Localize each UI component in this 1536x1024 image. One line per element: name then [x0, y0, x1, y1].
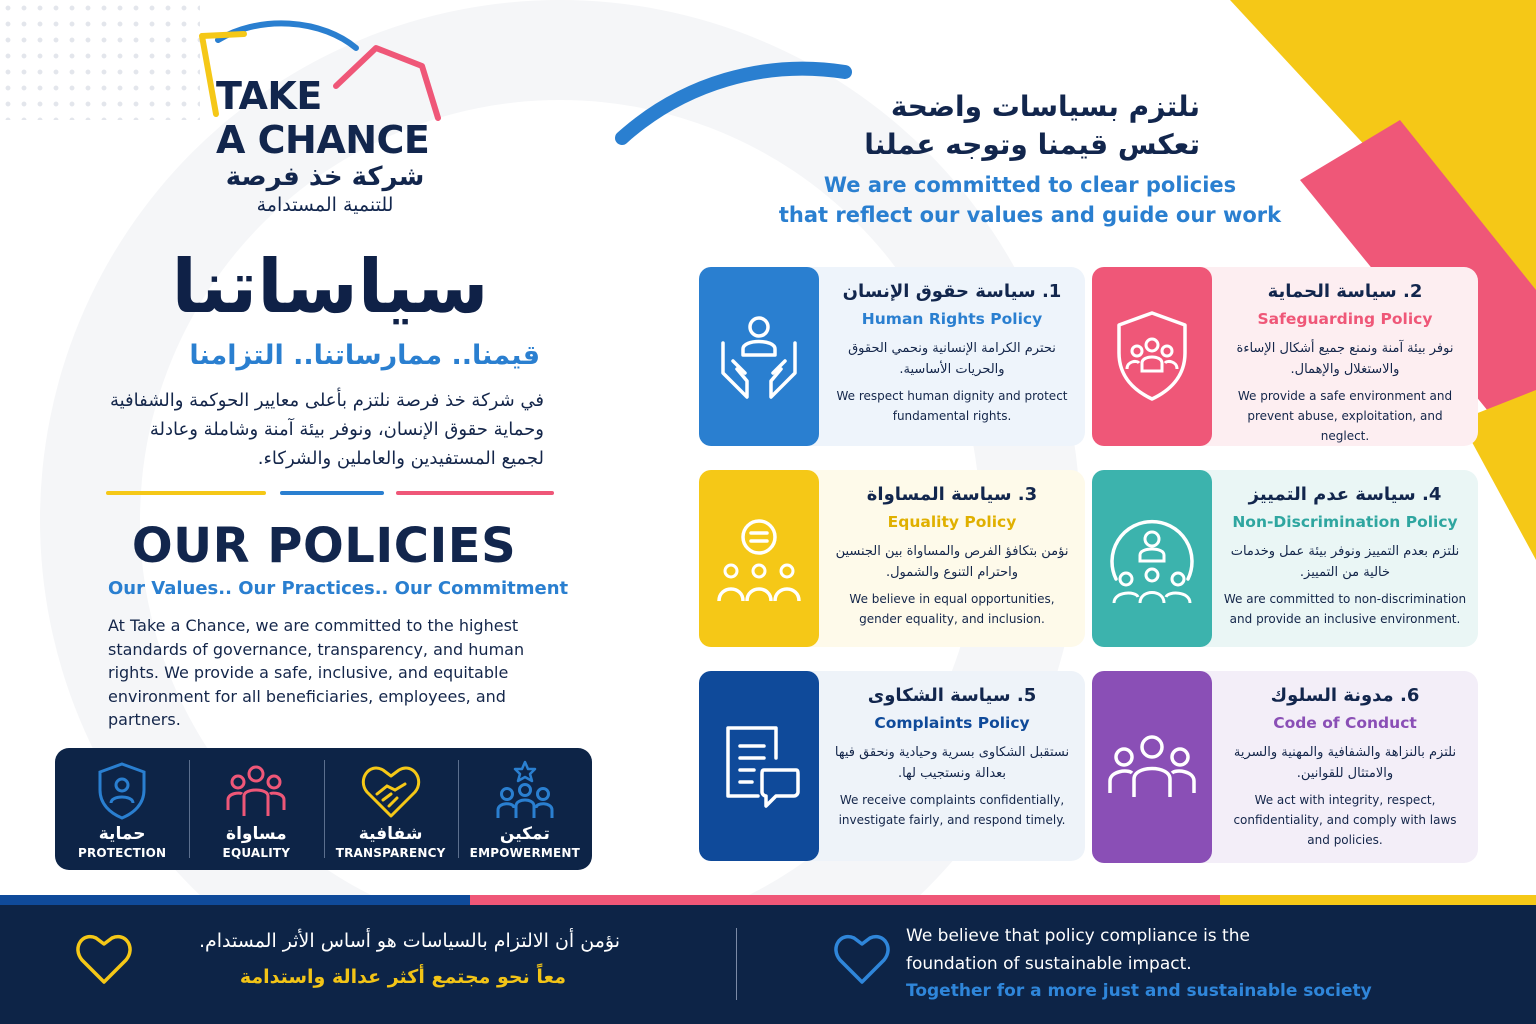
policy-title-en: Equality Policy	[887, 513, 1017, 531]
values-strip	[55, 748, 592, 870]
policy-desc-en: We provide a safe environment and prevent abuse, exploitation, and neglect.	[1237, 389, 1453, 443]
people-group-icon	[1104, 717, 1200, 817]
policy-card-body	[819, 267, 1085, 446]
value-label-ar: حماية	[98, 824, 146, 844]
value-empowerment	[458, 748, 592, 870]
heart-icon	[74, 932, 134, 986]
policy-icon-tile	[1092, 470, 1212, 647]
value-label-ar: تمكين	[499, 824, 550, 844]
policy-title-en: Code of Conduct	[1273, 714, 1417, 732]
divider-yellow	[106, 491, 266, 495]
policy-card-body	[1212, 470, 1478, 647]
footer-slogan-ar: معاً نحو مجتمع أكثر عدالة واستدامة	[239, 966, 566, 988]
heart-handshake-icon	[359, 760, 423, 822]
value-equality	[189, 748, 323, 870]
policy-title-ar: 6. مدونة السلوك	[1270, 685, 1420, 706]
policy-card-body	[819, 671, 1085, 861]
value-protection	[55, 748, 189, 870]
heart-icon	[832, 932, 892, 986]
policy-card-body	[819, 470, 1085, 647]
logo-text-en: TAKE A CHANCE	[216, 74, 430, 162]
policy-icon-tile	[1092, 267, 1212, 446]
footer-stripe-yellow	[1220, 895, 1536, 905]
policy-title-en: Human Rights Policy	[861, 310, 1043, 328]
policy-desc-ar: نوفر بيئة آمنة ونمنع جميع أشكال الإساءة والاستغلال والإهمال.	[1236, 341, 1454, 377]
footer-stripe-blue	[0, 895, 470, 905]
policy-title-ar: 2. سياسة الحماية	[1267, 281, 1423, 302]
policy-desc-ar: نحترم الكرامة الإنسانية ونحمي الحقوق والحريات الأساسية.	[848, 341, 1056, 377]
shield-person-icon	[92, 760, 152, 822]
policy-card-equality	[699, 470, 1085, 647]
policy-card-complaints	[699, 671, 1085, 861]
equal-people-icon	[713, 509, 805, 609]
policy-icon-tile	[699, 671, 819, 861]
page-subtitle: Our Values.. Our Practices.. Our Commitment	[108, 578, 569, 599]
policy-title-en: Non-Discrimination Policy	[1232, 513, 1458, 531]
divider-pink	[396, 491, 554, 495]
policy-title-ar: 1. سياسة حقوق الإنسان	[842, 281, 1062, 302]
policy-card-non-discrimination	[1092, 470, 1478, 647]
policy-desc-en: We act with integrity, respect, confidentiality, and comply with laws and policies.	[1233, 793, 1457, 847]
policy-card-human-rights	[699, 267, 1085, 446]
footer-stripe-pink	[470, 895, 1220, 905]
arabic-intro-paragraph: في شركة خذ فرصة نلتزم بأعلى معايير الحوكمة والشفافية وحماية حقوق الإنسان، ونوفر بيئة آمنة وشاملة وعادلة لجميع المستفيدين والعاملين والشركاء.	[109, 390, 544, 469]
policy-title-en: Complaints Policy	[874, 714, 1030, 732]
policy-card-body	[1212, 671, 1478, 863]
value-label-en: EQUALITY	[222, 846, 291, 860]
policy-desc-ar: نؤمن بتكافؤ الفرص والمساواة بين الجنسين واحترام التنوع والشمول.	[835, 544, 1069, 580]
policy-desc-en: We believe in equal opportunities, gender equality, and inclusion.	[849, 592, 1055, 626]
policy-desc-ar: نلتزم بعدم التمييز ونوفر بيئة عمل وخدمات خالية من التمييز.	[1230, 544, 1460, 580]
logo-tagline-ar: للتنمية المستدامة	[256, 194, 394, 216]
policies-heading-en: We are committed to clear policies that reflect our values and guide our work	[778, 173, 1282, 227]
value-label-ar: مساواة	[226, 824, 287, 844]
value-label-en: PROTECTION	[77, 846, 167, 860]
policy-title-ar: 5. سياسة الشكاوى	[867, 685, 1037, 706]
arabic-page-title: سياساتنا	[171, 244, 489, 330]
footer-statement-ar: نؤمن أن الالتزام بالسياسات هو أساس الأثر المستدام.	[198, 930, 620, 952]
people-group-icon	[224, 760, 288, 822]
policy-card-body	[1212, 267, 1478, 446]
policy-desc-en: We respect human dignity and protect fundamental rights.	[836, 389, 1068, 423]
policy-desc-ar: نلتزم بالنزاهة والشفافية والمهنية والسرية والامتثال للقوانين.	[1233, 745, 1457, 781]
logo	[196, 14, 456, 214]
arabic-subtitle: قيمنا.. ممارساتنا.. التزامنا	[189, 340, 540, 371]
intro-paragraph: At Take a Chance, we are committed to the highest standards of governance, transparency, and human rights. We provide a safe, inclusive, and equitable environment for all beneficiaries, employees, and partners.	[108, 616, 525, 729]
policy-desc-en: We receive complaints confidentially, investigate fairly, and respond timely.	[838, 793, 1066, 827]
value-label-ar: شفافية	[358, 824, 423, 844]
policy-card-safeguarding	[1092, 267, 1478, 446]
policy-card-code-of-conduct	[1092, 671, 1478, 863]
circle-people-icon	[1102, 509, 1202, 609]
policy-desc-ar: نستقبل الشكاوى بسرية وحيادية ونحقق فيها بعدالة ونستجيب لها.	[834, 745, 1070, 781]
policy-title-en: Safeguarding Policy	[1257, 310, 1433, 328]
divider-blue	[280, 491, 384, 495]
footer-slogan-en: Together for a more just and sustainable society	[906, 981, 1372, 1001]
value-label-en: EMPOWERMENT	[469, 846, 581, 860]
policies-heading-ar: نلتزم بسياسات واضحة تعكس قيمنا وتوجه عملنا	[864, 90, 1200, 161]
shield-group-icon	[1109, 307, 1195, 407]
value-transparency	[324, 748, 458, 870]
logo-text-ar: شركة خذ فرصة	[225, 162, 425, 192]
policy-icon-tile	[699, 267, 819, 446]
page-title: OUR POLICIES	[131, 518, 517, 574]
people-star-icon	[490, 760, 560, 822]
policy-title-ar: 3. سياسة المساواة	[866, 484, 1038, 505]
value-label-en: TRANSPARENCY	[335, 846, 446, 860]
hands-person-icon	[715, 307, 803, 407]
policy-desc-en: We are committed to non-discrimination and provide an inclusive environment.	[1223, 592, 1467, 626]
policy-icon-tile	[699, 470, 819, 647]
footer-divider	[736, 928, 737, 1000]
document-chat-icon	[714, 716, 804, 816]
footer-statement-en: We believe that policy compliance is the foundation of sustainable impact.	[906, 926, 1250, 974]
policy-icon-tile	[1092, 671, 1212, 863]
policy-title-ar: 4. سياسة عدم التمييز	[1248, 484, 1442, 505]
